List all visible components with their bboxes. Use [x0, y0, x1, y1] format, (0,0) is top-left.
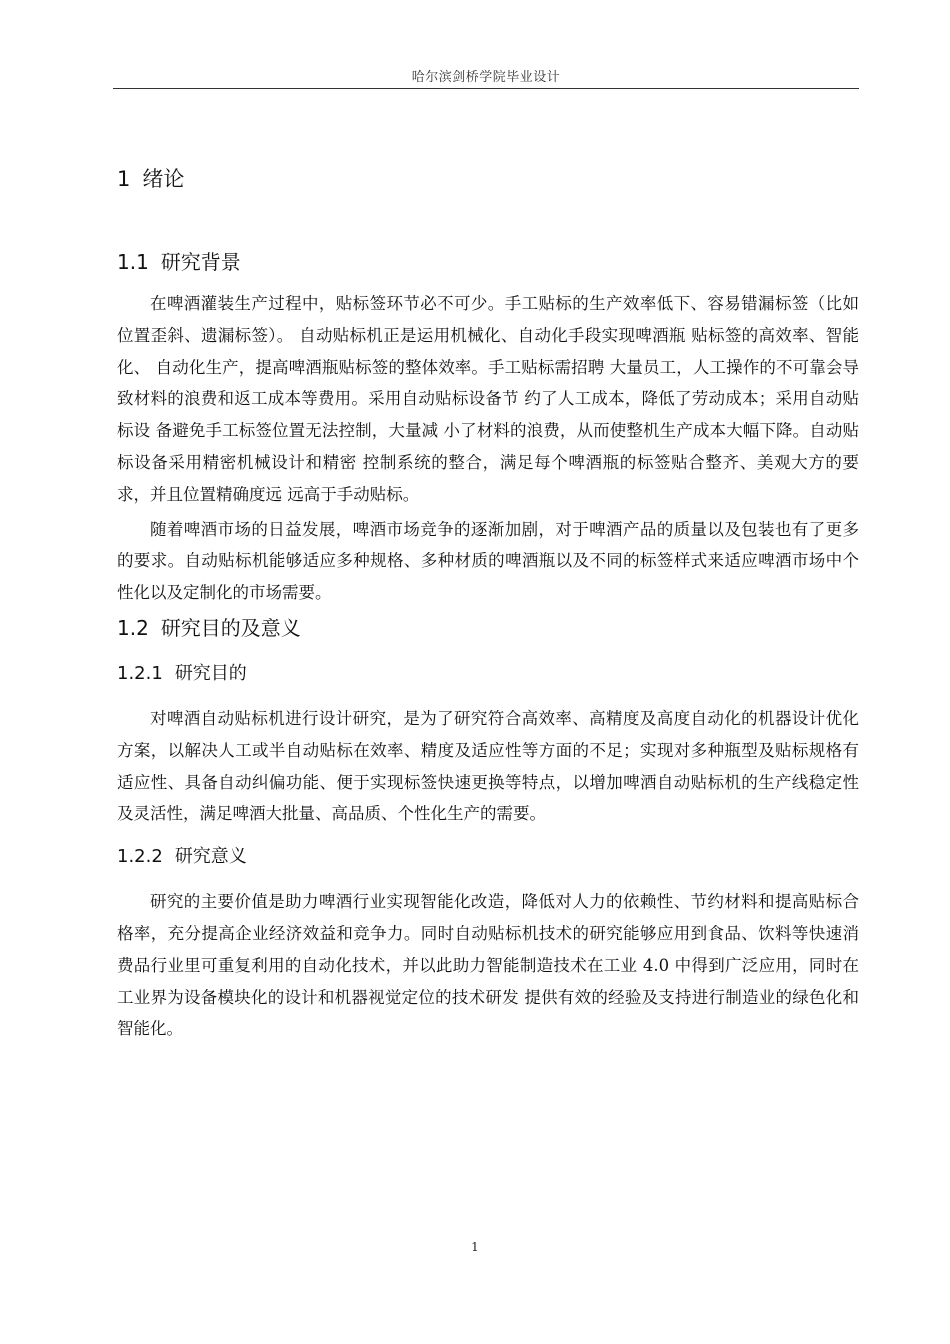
section-1-1-heading [117, 247, 859, 277]
section-1-1-body [117, 288, 859, 609]
section-1-2-2-title: 研究意义 [174, 846, 247, 868]
header-divider [113, 88, 859, 89]
page-body [117, 150, 859, 1045]
section-1-2-2-number: 1.2.2 [117, 846, 163, 868]
section-1-2-1-title: 研究目的 [174, 662, 247, 684]
paragraph: 研究的主要价值是助力啤酒行业实现智能化改造，降低对人力的依赖性、节约材料和提高贴标合格率，充分提高企业经济效益和竞争力。同时自动贴标机技术的研究能够应用到食品、饮料等快速消费品行业里可重复利用的自动化技术，并以此助力智能制造技术在工业 4.0 中得到广泛应用，同时在工业界为设备模块化的设计和机器视觉定位的技术研发 提供有效的经验及支持进行制造业的绿色化和智能化。 [117, 892, 859, 1039]
chapter-title: 绪论 [142, 167, 185, 191]
chapter-heading [117, 164, 859, 194]
section-1-2-2-body [117, 886, 859, 1045]
section-1-2-1-body [117, 703, 859, 830]
section-1-1-number: 1.1 [117, 250, 149, 274]
section-1-2-number: 1.2 [117, 615, 149, 640]
section-1-2-heading [117, 613, 859, 643]
paragraph: 在啤酒灌装生产过程中，贴标签环节必不可少。手工贴标的生产效率低下、容易错漏标签（比如位置歪斜、遗漏标签）。 自动贴标机正是运用机械化、自动化手段实现啤酒瓶 贴标签的高效率、智能化、 自动化生产，提高啤酒瓶贴标签的整体效率。手工贴标需招聘 大量员工，人工操作的不可靠会导致材料的浪费和返工成本等费用。采用自动贴标设备节 约了人工成本，降低了劳动成本；采用自动贴标设 备避免手工标签位置无法控制，大量减 小了材料的浪费，从而使整机生产成本大幅下降。自动贴标设备采用精密机械设计和精密 控制系统的整合，满足每个啤酒瓶的标签贴合整齐、美观大方的要求，并且位置精确度远 远高于手动贴标。 [117, 294, 859, 504]
chapter-number: 1 [117, 167, 131, 191]
section-1-1-title: 研究背景 [160, 250, 241, 274]
page-number: 1 [471, 1240, 479, 1254]
section-1-2-2-heading [117, 842, 859, 872]
paragraph: 对啤酒自动贴标机进行设计研究，是为了研究符合高效率、高精度及高度自动化的机器设计优化方案，以解决人工或半自动贴标在效率、精度及适应性等方面的不足；实现对多种瓶型及贴标规格有适应性、具备自动纠偏功能、便于实现标签快速更换等特点，以增加啤酒自动贴标机的生产线稳定性及灵活性，满足啤酒大批量、高品质、个性化生产的需要。 [117, 708, 859, 824]
paragraph: 随着啤酒市场的日益发展，啤酒市场竞争的逐渐加剧，对于啤酒产品的质量以及包装也有了更多的要求。自动贴标机能够适应多种规格、多种材质的啤酒瓶以及不同的标签样式来适应啤酒市场中个性化以及定制化的市场需要。 [117, 519, 859, 603]
section-1-2-title: 研究目的及意义 [160, 615, 301, 640]
section-1-2-1-heading [117, 659, 859, 689]
page-header-title: 哈尔滨剑桥学院毕业设计 [411, 70, 561, 85]
section-1-2-1-number: 1.2.1 [117, 662, 163, 684]
